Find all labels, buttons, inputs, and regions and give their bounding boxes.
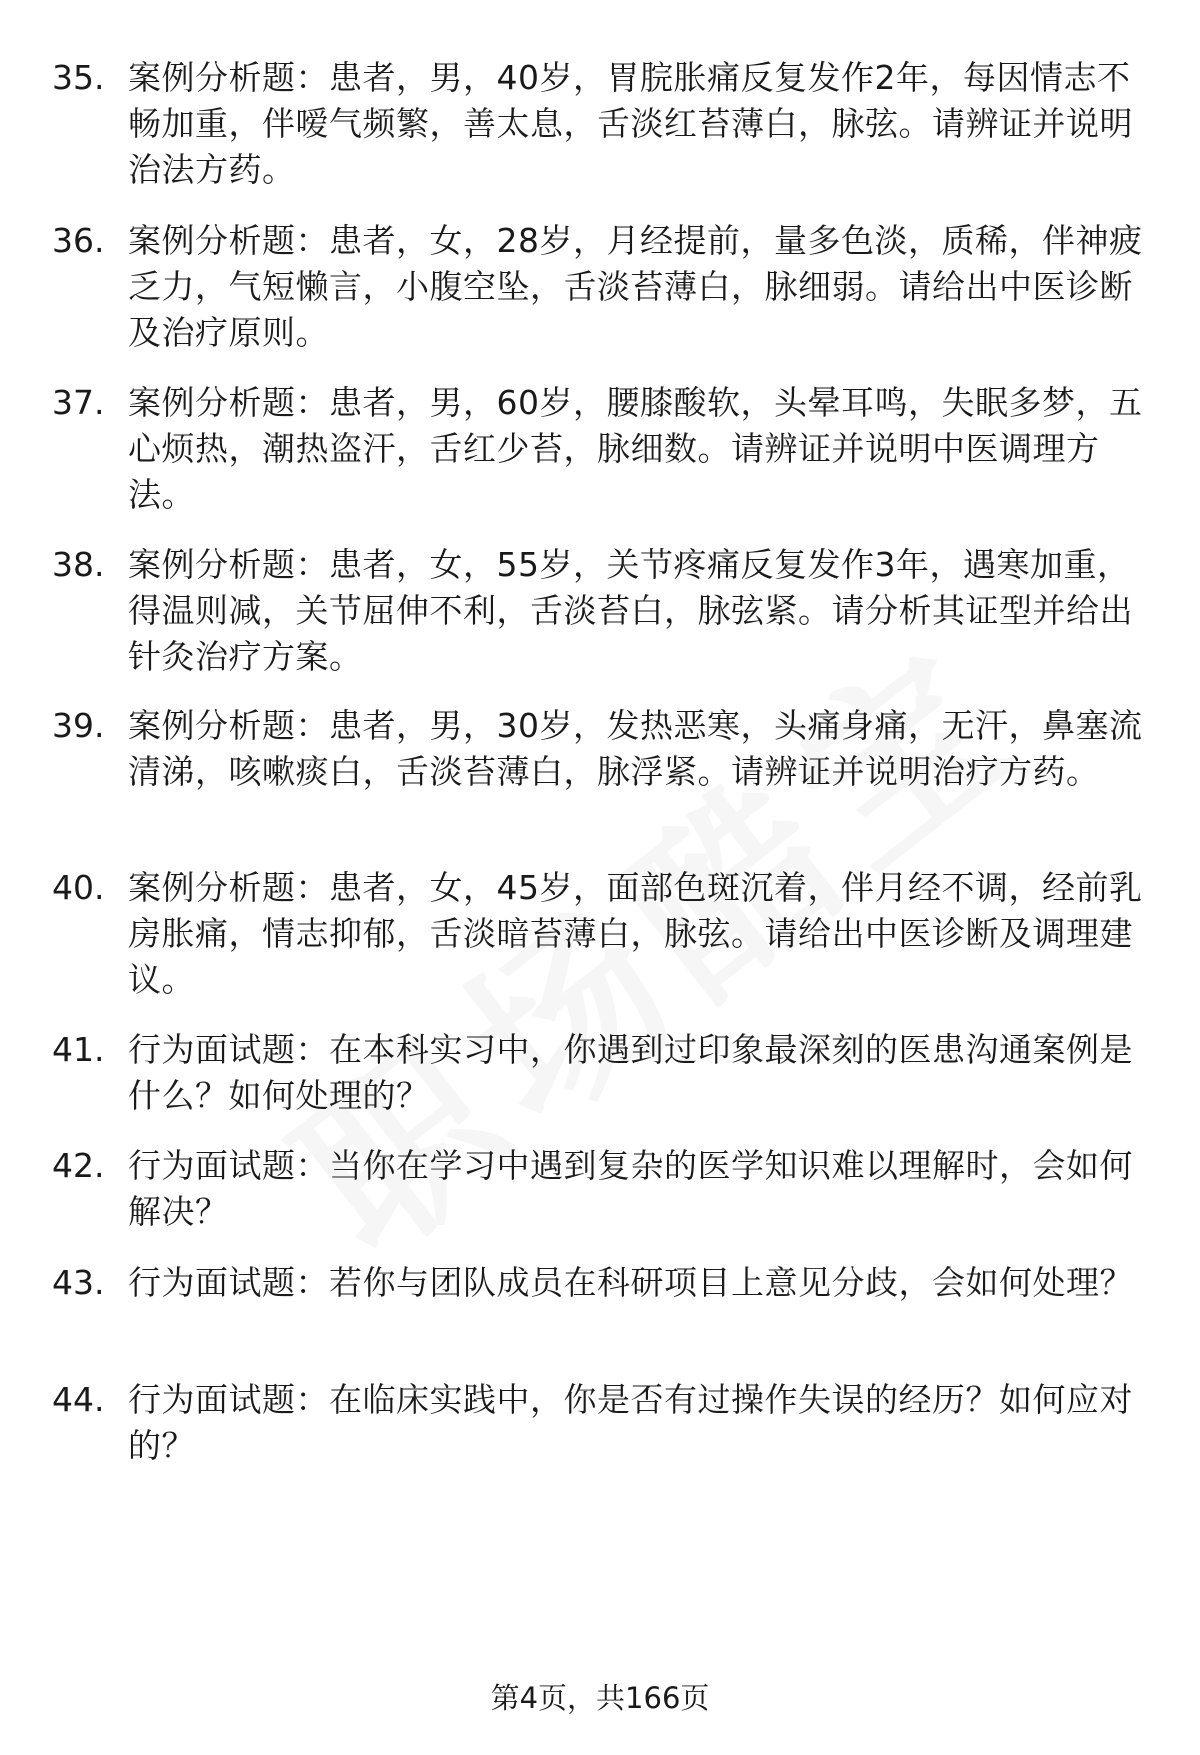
question-text: 行为面试题：在本科实习中，你遇到过印象最深刻的医患沟通案例是什么？如何处理的？ (128, 1030, 1133, 1115)
question-text: 行为面试题：当你在学习中遇到复杂的医学知识难以理解时，会如何解决？ (128, 1146, 1133, 1231)
question-text: 案例分析题：患者，男，30岁，发热恶寒，头痛身痛，无汗，鼻塞流清涕，咳嗽痰白，舌淡苔薄白，脉浮紧。请辨证并说明治疗方药。 (128, 706, 1143, 791)
page-footer (0, 1678, 1200, 1718)
question-text: 案例分析题：患者，男，60岁，腰膝酸软，头晕耳鸣，失眠多梦，五心烦热，潮热盗汗，舌红少苔，脉细数。请辨证并说明中医调理方法。 (128, 383, 1143, 514)
question-text: 案例分析题：患者，女，55岁，关节疼痛反复发作3年，遇寒加重，得温则减，关节屈伸不利，舌淡苔白，脉弦紧。请分析其证型并给出针灸治疗方案。 (128, 545, 1133, 676)
page-number-label: 第4页，共166页 (490, 1681, 710, 1715)
question-number: 43. (52, 1263, 105, 1302)
question-number: 39. (52, 706, 105, 745)
question-text: 案例分析题：患者，女，28岁，月经提前，量多色淡，质稀，伴神疲乏力，气短懒言，小腹空坠，舌淡苔薄白，脉细弱。请给出中医诊断及治疗原则。 (128, 221, 1143, 352)
question-text: 案例分析题：患者，女，45岁，面部色斑沉着，伴月经不调，经前乳房胀痛，情志抑郁，舌淡暗苔薄白，脉弦。请给出中医诊断及调理建议。 (128, 868, 1143, 999)
question-text: 行为面试题：在临床实践中，你是否有过操作失误的经历？如何应对的？ (128, 1380, 1133, 1465)
question-text: 案例分析题：患者，男，40岁，胃脘胀痛反复发作2年，每因情志不畅加重，伴嗳气频繁，善太息，舌淡红苔薄白，脉弦。请辨证并说明治法方药。 (128, 58, 1133, 189)
question-number: 40. (52, 868, 105, 907)
question-text: 行为面试题：若你与团队成员在科研项目上意见分歧，会如何处理？ (128, 1263, 1133, 1302)
question-number: 35. (52, 58, 105, 97)
question-number: 37. (52, 383, 105, 422)
question-number: 41. (52, 1030, 105, 1069)
question-number: 44. (52, 1380, 105, 1419)
question-number: 36. (52, 221, 105, 260)
question-number: 38. (52, 545, 105, 584)
question-number: 42. (52, 1146, 105, 1185)
